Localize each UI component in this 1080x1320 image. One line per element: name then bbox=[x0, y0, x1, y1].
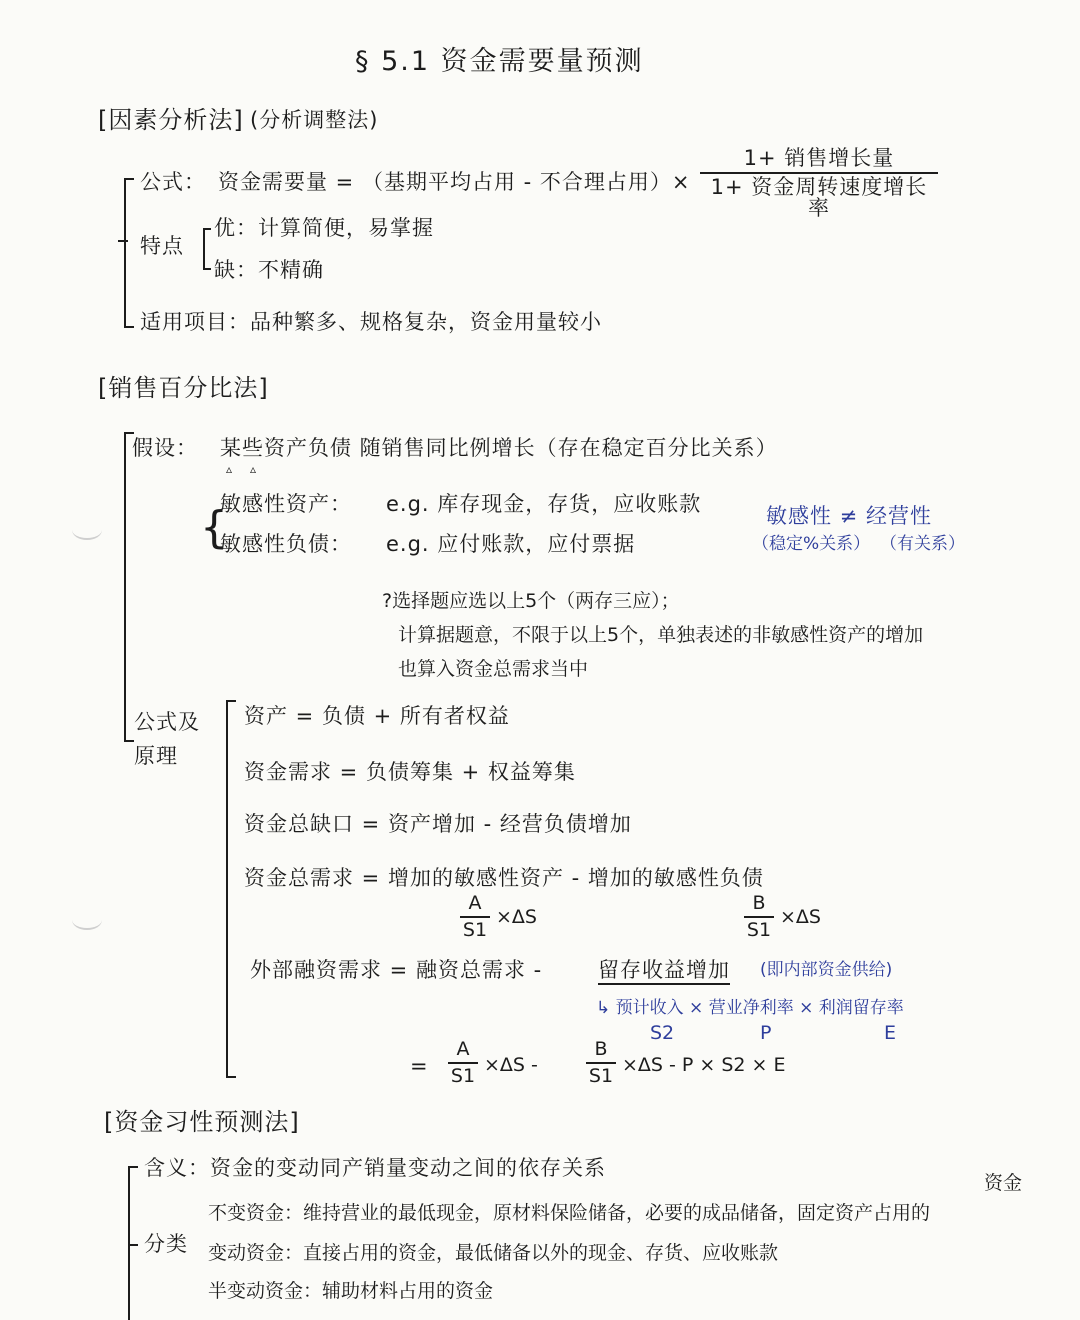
fraction-denominator: S1 bbox=[450, 1065, 476, 1087]
fraction-numerator: 1+ 销售增长量 bbox=[743, 146, 895, 170]
equation-4: 资金总需求 = 增加的敏感性资产 - 增加的敏感性负债 bbox=[244, 866, 764, 890]
fraction-denominator: 1+ 资金周转速度增长率 bbox=[710, 175, 928, 220]
fraction-numerator: B bbox=[752, 892, 766, 914]
section-heading-sales-percentage: [销售百分比法] bbox=[98, 374, 269, 402]
blue-annotation-equation: 敏感性 ≠ 经营性 bbox=[766, 504, 932, 528]
fraction-bar bbox=[586, 1062, 616, 1064]
fraction-b-over-s1 bbox=[744, 894, 774, 940]
fraction-denominator: S1 bbox=[462, 919, 488, 941]
fraction-bar bbox=[700, 172, 938, 174]
note-line: 计算据题意，不限于以上5个，单独表述的非敏感性资产的增加 bbox=[398, 624, 924, 646]
fixed-capital-overflow: 资金 bbox=[984, 1172, 1023, 1194]
equation-5-lhs: 外部融资需求 = 融资总需求 - bbox=[250, 958, 543, 982]
internal-funds-note: (即内部资金供给) bbox=[760, 960, 893, 980]
note-line: 也算入资金总需求当中 bbox=[398, 658, 589, 680]
applicable-items: 适用项目：品种繁多、规格复杂，资金用量较小 bbox=[140, 310, 602, 334]
symbol-e: E bbox=[884, 1022, 897, 1044]
section-subheading: (分析调整法) bbox=[250, 108, 379, 132]
fraction-denominator: S1 bbox=[746, 919, 772, 941]
bracket-tick bbox=[124, 740, 134, 742]
meaning-line: 含义：资金的变动同产销量变动之间的依存关系 bbox=[144, 1156, 606, 1180]
fraction-numerator: B bbox=[594, 1038, 608, 1060]
features-label: 特点 bbox=[140, 234, 184, 258]
retained-earnings-expansion: ↳ 预计收入 × 营业净利率 × 利润留存率 bbox=[596, 998, 904, 1018]
final-tail-term: ×ΔS - P × S2 × E bbox=[622, 1054, 786, 1076]
bracket-line bbox=[124, 432, 126, 742]
feature-con: 缺：不精确 bbox=[214, 258, 324, 282]
assumption-label: 假设： bbox=[132, 436, 198, 460]
emphasis-mark: ▵ bbox=[226, 462, 233, 476]
symbol-p: P bbox=[760, 1022, 772, 1044]
formula-principle-label: 原理 bbox=[134, 744, 178, 768]
bracket-tick bbox=[118, 240, 128, 242]
sub-bracket-tick bbox=[203, 268, 211, 270]
sub-bracket-tick bbox=[203, 228, 211, 230]
symbol-s2: S2 bbox=[650, 1022, 675, 1044]
delta-s-term: ×ΔS bbox=[496, 906, 537, 928]
sensitive-assets-label: 敏感性资产： bbox=[220, 492, 352, 516]
page-title: § 5.1 资金需要量预测 bbox=[355, 46, 644, 77]
scan-artifact bbox=[72, 910, 102, 930]
formula-label: 公式： bbox=[140, 170, 206, 194]
equation-2: 资金需求 = 负债筹集 + 权益筹集 bbox=[244, 760, 576, 784]
classification-label: 分类 bbox=[144, 1232, 188, 1256]
final-equation-equals: = bbox=[410, 1054, 429, 1078]
sub-bracket-line bbox=[203, 228, 205, 270]
sensitive-liabilities-examples: e.g. 应付账款，应付票据 bbox=[386, 532, 636, 556]
final-fraction-b bbox=[586, 1040, 616, 1086]
bracket-tick bbox=[128, 1244, 138, 1246]
blue-annotation-note: （稳定%关系） bbox=[752, 534, 871, 554]
bracket-line bbox=[124, 178, 126, 328]
blue-annotation-note: （有关系） bbox=[880, 534, 965, 554]
fraction-bar bbox=[460, 916, 490, 918]
delta-s-term: ×ΔS bbox=[780, 906, 821, 928]
final-fraction-a bbox=[448, 1040, 478, 1086]
fixed-capital: 不变资金：维持营业的最低现金，原材料保险储备，必要的成品储备，固定资产占用的 bbox=[208, 1202, 931, 1224]
final-mid-term: ×ΔS - bbox=[484, 1054, 538, 1076]
brace: { bbox=[200, 502, 229, 553]
fraction-denominator: S1 bbox=[588, 1065, 614, 1087]
feature-pro: 优：计算简便，易掌握 bbox=[214, 216, 434, 240]
semi-variable-capital: 半变动资金：辅助材料占用的资金 bbox=[208, 1280, 494, 1302]
formula-principle-label: 公式及 bbox=[134, 710, 200, 734]
emphasis-mark: ▵ bbox=[250, 462, 257, 476]
variable-capital: 变动资金：直接占用的资金，最低储备以外的现金、存货、应收账款 bbox=[208, 1242, 779, 1264]
formula-bracket-tick bbox=[226, 1076, 236, 1078]
bracket-tick bbox=[128, 1166, 138, 1168]
assumption-text: 某些资产负债 随销售同比例增长（存在稳定百分比关系） bbox=[220, 436, 778, 460]
bracket-tick bbox=[124, 432, 134, 434]
retained-earnings-increase: 留存收益增加 bbox=[598, 960, 730, 985]
bracket-tick bbox=[124, 178, 134, 180]
bracket-tick bbox=[124, 326, 134, 328]
formula-bracket-line bbox=[226, 700, 228, 1078]
section-heading-capital-behavior: [资金习性预测法] bbox=[104, 1108, 300, 1136]
sensitive-assets-examples: e.g. 库存现金，存货，应收账款 bbox=[386, 492, 702, 516]
fraction-a-over-s1 bbox=[460, 894, 490, 940]
fraction-bar bbox=[744, 916, 774, 918]
scan-artifact bbox=[72, 520, 102, 540]
note-line: ?选择题应选以上5个（两存三应）； bbox=[382, 590, 680, 612]
bracket-line bbox=[128, 1166, 130, 1320]
formula-lhs: 资金需要量 = （基期平均占用 - 不合理占用）× bbox=[218, 170, 691, 194]
equation-1: 资产 = 负债 + 所有者权益 bbox=[244, 704, 510, 728]
fraction-bar bbox=[448, 1062, 478, 1064]
fraction-numerator: A bbox=[456, 1038, 470, 1060]
sensitive-liabilities-label: 敏感性负债： bbox=[220, 532, 352, 556]
fraction-numerator: A bbox=[468, 892, 482, 914]
section-heading-factor-analysis: [因素分析法] bbox=[98, 106, 244, 134]
equation-3: 资金总缺口 = 资产增加 - 经营负债增加 bbox=[244, 812, 632, 836]
formula-bracket-tick bbox=[226, 700, 236, 702]
formula-fraction bbox=[700, 148, 938, 219]
